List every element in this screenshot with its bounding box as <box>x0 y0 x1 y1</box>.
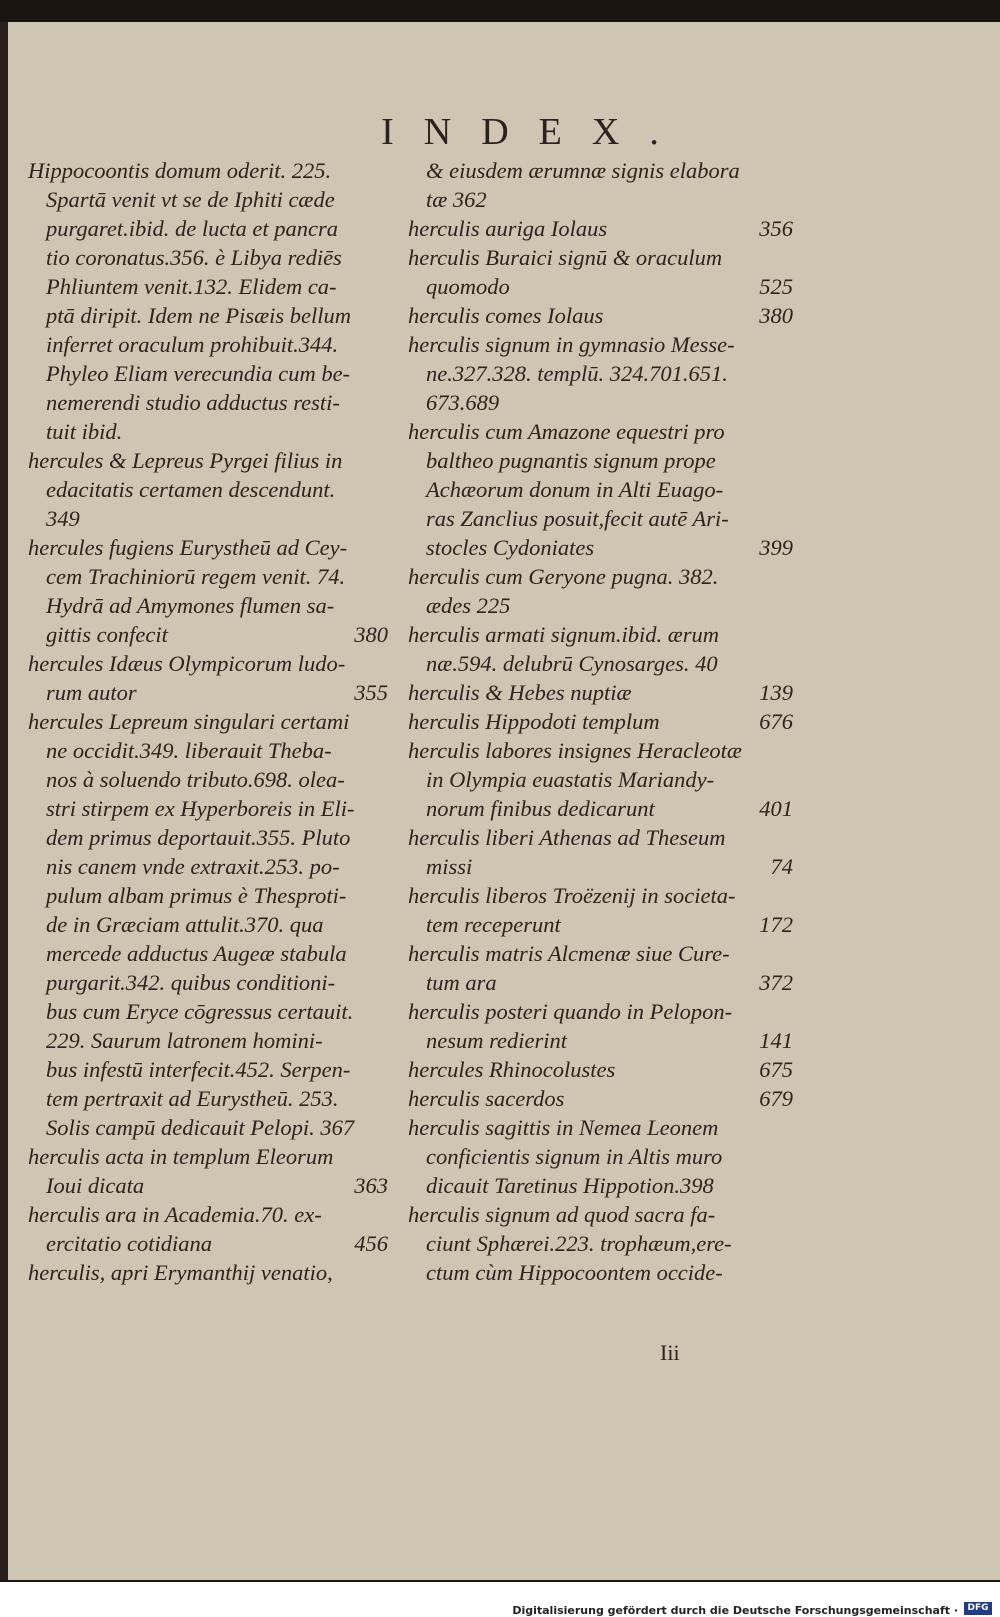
index-entry-page: 525 <box>759 274 793 299</box>
index-entry-text: herculis matris Alcmenæ siue Cure- <box>408 941 730 966</box>
index-entry-page <box>380 272 388 301</box>
index-entry-text: nis canem vnde extraxit.253. po- <box>46 854 340 879</box>
index-entry-line <box>28 881 388 910</box>
index-entry-line <box>28 823 388 852</box>
index-entry-text: herculis signum ad quod sacra fa- <box>408 1202 716 1227</box>
index-entry-line <box>408 997 793 1026</box>
index-entry-text: Hydrā ad Amymones flumen sa- <box>46 593 335 618</box>
index-entry-page <box>785 1113 793 1142</box>
index-entry-page <box>785 1229 793 1258</box>
index-entry-line <box>408 823 793 852</box>
index-entry-page <box>380 243 388 272</box>
index-entry-text: stri stirpem ex Hyperboreis in Eli- <box>46 796 355 821</box>
index-entry-text: norum finibus dedicarunt <box>426 796 655 821</box>
index-entry-line <box>408 1171 793 1200</box>
index-entry-line <box>28 1055 388 1084</box>
index-entry-line <box>408 678 793 707</box>
index-entry-text: cem Trachiniorū regem venit. 74. <box>46 564 346 589</box>
index-entry-text: næ.594. delubrū Cynosarges. 40 <box>426 651 718 676</box>
index-entry-page <box>785 417 793 446</box>
index-entry-line <box>28 330 388 359</box>
index-entry-text: ciunt Sphærei.223. trophæum,ere- <box>426 1231 732 1256</box>
index-entry-line <box>408 852 793 881</box>
index-entry-line <box>28 649 388 678</box>
index-entry-page: 401 <box>759 796 793 821</box>
index-entry-text: purgarit.342. quibus conditioni- <box>46 970 336 995</box>
index-entry-page <box>380 881 388 910</box>
index-entry-text: ne.327.328. templū. 324.701.651. <box>426 361 728 386</box>
index-entry-text: bus infestū interfecit.452. Serpen- <box>46 1057 351 1082</box>
index-entry-page <box>380 214 388 243</box>
index-entry-line <box>408 968 793 997</box>
index-entry-text: herculis armati signum.ibid. ærum <box>408 622 720 647</box>
index-entry-text: & eiusdem ærumnæ signis elabora <box>426 158 740 183</box>
index-entry-text: mercede adductus Augeæ stabula <box>46 941 347 966</box>
index-entry-page <box>380 446 388 475</box>
index-entry-text: Phyleo Eliam verecundia cum be- <box>46 361 351 386</box>
index-entry-text: purgaret.ibid. de lucta et pancra <box>46 216 339 241</box>
index-entry-page <box>785 156 793 185</box>
index-entry-line <box>408 533 793 562</box>
index-entry-page <box>785 620 793 649</box>
index-entry-page <box>380 533 388 562</box>
index-entry-text: tem receperunt <box>426 912 561 937</box>
index-entry-page <box>785 1258 793 1287</box>
index-entry-line <box>408 272 793 301</box>
index-entry-text: Solis campū dedicauit Pelopi. 367 <box>46 1115 355 1140</box>
index-entry-text: rum autor <box>46 680 137 705</box>
index-entry-line <box>28 301 388 330</box>
index-entry-text: tuit ibid. <box>46 419 123 444</box>
index-entry-line <box>408 1055 793 1084</box>
index-entry-page: 141 <box>759 1028 793 1053</box>
index-entry-line <box>408 794 793 823</box>
index-entry-page: 676 <box>759 709 793 734</box>
index-entry-text: herculis & Hebes nuptiæ <box>408 680 632 705</box>
index-entry-text: ne occidit.349. liberauit Theba- <box>46 738 332 763</box>
index-entry-line <box>28 475 388 504</box>
index-entry-line <box>408 707 793 736</box>
index-entry-line <box>28 736 388 765</box>
index-entry-text: herculis sacerdos <box>408 1086 565 1111</box>
index-entry-text: missi <box>426 854 473 879</box>
index-entry-line <box>28 1113 388 1142</box>
index-entry-line <box>408 881 793 910</box>
index-entry-page <box>785 504 793 533</box>
index-entry-page <box>380 794 388 823</box>
index-entry-line <box>28 533 388 562</box>
index-entry-page <box>785 1171 793 1200</box>
index-entry-page <box>785 823 793 852</box>
index-entry-line <box>408 388 793 417</box>
index-entry-page <box>785 736 793 765</box>
index-entry-text: herculis, apri Erymanthij venatio, <box>28 1260 333 1285</box>
index-entry-text: quomodo <box>426 274 510 299</box>
index-entry-line <box>28 1142 388 1171</box>
index-entry-text: nos à soluendo tributo.698. olea- <box>46 767 345 792</box>
index-entry-line <box>28 359 388 388</box>
index-entry-text: ctum cùm Hippocoontem occide- <box>426 1260 723 1285</box>
index-entry-line <box>408 939 793 968</box>
index-entry-page <box>785 185 793 214</box>
index-entry-line <box>408 243 793 272</box>
index-entry-page <box>380 1084 388 1113</box>
index-entry-page <box>380 736 388 765</box>
index-entry-text: herculis Buraici signū & oraculum <box>408 245 723 270</box>
index-entry-text: dicauit Taretinus Hippotion.398 <box>426 1173 714 1198</box>
index-column-left <box>28 156 388 1287</box>
index-entry-text: herculis cum Amazone equestri pro <box>408 419 725 444</box>
page-title: INDEX. <box>381 111 689 153</box>
index-entry-page: 380 <box>354 622 388 647</box>
index-entry-line <box>28 765 388 794</box>
index-entry-text: hercules Lepreum singulari certami <box>28 709 350 734</box>
index-entry-line <box>28 417 388 446</box>
index-entry-text: conficientis signum in Altis muro <box>426 1144 723 1169</box>
index-entry-line <box>28 185 388 214</box>
index-entry-page <box>785 649 793 678</box>
index-entry-page <box>785 591 793 620</box>
index-entry-page <box>785 359 793 388</box>
index-entry-text: edacitatis certamen descendunt. <box>46 477 336 502</box>
index-entry-line <box>408 1200 793 1229</box>
footer-credit: Digitalisierung gefördert durch die Deutsche Forschungsgemeinschaft · <box>512 1604 958 1617</box>
index-entry-page: 172 <box>759 912 793 937</box>
index-entry-line <box>408 301 793 330</box>
index-entry-line <box>408 330 793 359</box>
index-entry-text: gittis confecit <box>46 622 168 647</box>
index-entry-line <box>408 359 793 388</box>
index-entry-line <box>28 156 388 185</box>
index-entry-line <box>408 214 793 243</box>
index-entry-line <box>408 591 793 620</box>
index-entry-line <box>28 591 388 620</box>
index-entry-page <box>380 156 388 185</box>
index-entry-text: nesum redierint <box>426 1028 568 1053</box>
index-entry-page <box>380 910 388 939</box>
index-entry-page <box>380 1026 388 1055</box>
index-entry-text: herculis sagittis in Nemea Leonem <box>408 1115 719 1140</box>
index-entry-text: herculis cum Geryone pugna. 382. <box>408 564 719 589</box>
index-entry-line <box>28 997 388 1026</box>
dfg-logo-icon: DFG <box>964 1602 992 1615</box>
index-entry-line <box>408 562 793 591</box>
index-entry-page <box>785 330 793 359</box>
index-entry-line <box>408 1113 793 1142</box>
index-entry-line <box>408 417 793 446</box>
index-entry-page <box>785 881 793 910</box>
index-entry-line <box>408 1258 793 1287</box>
index-entry-page: 679 <box>759 1086 793 1111</box>
index-entry-line <box>28 1171 388 1200</box>
index-entry-line <box>408 504 793 533</box>
index-entry-page <box>380 1055 388 1084</box>
index-entry-line <box>408 1142 793 1171</box>
index-entry-page <box>380 1258 388 1287</box>
index-entry-text: herculis acta in templum Eleorum <box>28 1144 334 1169</box>
index-entry-line <box>28 1258 388 1287</box>
index-entry-page <box>785 388 793 417</box>
index-entry-page <box>380 301 388 330</box>
index-entry-page: 372 <box>759 970 793 995</box>
index-entry-line <box>408 475 793 504</box>
index-entry-page: 399 <box>759 535 793 560</box>
index-entry-page: 675 <box>759 1057 793 1082</box>
index-entry-page <box>380 968 388 997</box>
index-entry-text: tio coronatus.356. è Libya rediēs <box>46 245 342 270</box>
index-entry-text: herculis liberos Troëzenij in societa- <box>408 883 736 908</box>
index-entry-text: hercules fugiens Eurystheū ad Cey- <box>28 535 348 560</box>
index-entry-page <box>380 185 388 214</box>
index-entry-page: 355 <box>354 680 388 705</box>
index-entry-page <box>785 243 793 272</box>
index-entry-text: Achæorum donum in Alti Euago- <box>426 477 724 502</box>
index-entry-text: de in Græciam attulit.370. qua <box>46 912 324 937</box>
index-entry-text: ras Zanclius posuit,fecit autē Ari- <box>426 506 729 531</box>
index-entry-line <box>408 765 793 794</box>
index-entry-line <box>408 1084 793 1113</box>
index-entry-text: Spartā venit vt se de Iphiti cæde <box>46 187 335 212</box>
index-entry-text: tem pertraxit ad Eurystheū. 253. <box>46 1086 339 1111</box>
index-entry-text: herculis signum in gymnasio Messe- <box>408 332 735 357</box>
index-entry-line <box>408 156 793 185</box>
index-entry-text: herculis labores insignes Heracleotæ <box>408 738 742 763</box>
index-entry-page <box>785 1142 793 1171</box>
index-entry-line <box>28 939 388 968</box>
index-entry-page <box>380 1113 388 1142</box>
index-column-right <box>408 156 793 1287</box>
index-entry-text: 349 <box>46 506 80 531</box>
index-entry-text: stocles Cydoniates <box>426 535 595 560</box>
index-entry-page <box>380 591 388 620</box>
index-entry-page <box>380 504 388 533</box>
index-entry-line <box>28 620 388 649</box>
index-entry-text: hercules & Lepreus Pyrgei filius in <box>28 448 343 473</box>
index-entry-page: 74 <box>770 854 793 879</box>
index-entry-line <box>408 736 793 765</box>
index-entry-line <box>28 1200 388 1229</box>
index-entry-line <box>408 649 793 678</box>
index-entry-line <box>28 1229 388 1258</box>
index-entry-page <box>380 388 388 417</box>
scan-edge <box>0 22 8 1580</box>
index-entry-text: herculis comes Iolaus <box>408 303 604 328</box>
index-entry-page <box>380 417 388 446</box>
index-entry-page <box>380 765 388 794</box>
index-entry-line <box>28 214 388 243</box>
index-entry-line <box>408 910 793 939</box>
index-entry-line <box>28 446 388 475</box>
index-entry-line <box>28 968 388 997</box>
index-entry-text: ptā diripit. Idem ne Pisæis bellum <box>46 303 351 328</box>
index-entry-text: herculis liberi Athenas ad Theseum <box>408 825 726 850</box>
index-entry-line <box>28 272 388 301</box>
index-entry-page <box>380 823 388 852</box>
index-entry-line <box>28 562 388 591</box>
index-entry-line <box>28 1084 388 1113</box>
catchword: Iii <box>660 1340 680 1365</box>
index-entry-page <box>785 765 793 794</box>
index-entry-text: pulum albam primus è Thesproti- <box>46 883 347 908</box>
index-entry-text: inferret oraculum prohibuit.344. <box>46 332 339 357</box>
index-entry-page <box>380 330 388 359</box>
index-entry-text: ercitatio cotidiana <box>46 1231 213 1256</box>
index-entry-text: baltheo pugnantis signum prope <box>426 448 716 473</box>
index-entry-page <box>785 997 793 1026</box>
index-entry-text: Phliuntem venit.132. Elidem ca- <box>46 274 337 299</box>
index-entry-page <box>380 939 388 968</box>
index-entry-text: herculis posteri quando in Pelopon- <box>408 999 733 1024</box>
index-entry-page <box>380 1142 388 1171</box>
index-entry-line <box>28 852 388 881</box>
index-entry-text: 673.689 <box>426 390 500 415</box>
index-entry-page <box>380 852 388 881</box>
index-entry-page <box>785 446 793 475</box>
index-entry-page: 456 <box>354 1231 388 1256</box>
index-entry-page <box>785 475 793 504</box>
index-entry-page: 139 <box>759 680 793 705</box>
index-entry-line <box>28 1026 388 1055</box>
index-entry-text: in Olympia euastatis Mariandy- <box>426 767 715 792</box>
index-entry-line <box>28 910 388 939</box>
index-entry-text: bus cum Eryce cōgressus certauit. <box>46 999 354 1024</box>
index-entry-line <box>28 678 388 707</box>
index-entry-text: dem primus deportauit.355. Pluto <box>46 825 351 850</box>
index-entry-text: Ioui dicata <box>46 1173 145 1198</box>
index-entry-text: tæ 362 <box>426 187 487 212</box>
index-entry-text: hercules Rhinocolustes <box>408 1057 616 1082</box>
index-entry-text: herculis ara in Academia.70. ex- <box>28 1202 322 1227</box>
index-entry-text: 229. Saurum latronem homini- <box>46 1028 323 1053</box>
index-entry-page <box>380 359 388 388</box>
index-entry-line <box>408 1229 793 1258</box>
index-entry-page <box>380 649 388 678</box>
index-entry-text: ædes 225 <box>426 593 511 618</box>
index-entry-line <box>28 388 388 417</box>
index-entry-page: 363 <box>354 1173 388 1198</box>
index-entry-line <box>28 243 388 272</box>
index-entry-page: 356 <box>759 216 793 241</box>
index-entry-line <box>408 620 793 649</box>
index-entry-text: herculis auriga Iolaus <box>408 216 608 241</box>
index-entry-page <box>380 707 388 736</box>
index-entry-line <box>408 1026 793 1055</box>
index-entry-page <box>380 1200 388 1229</box>
index-entry-line <box>408 446 793 475</box>
index-entry-page <box>380 997 388 1026</box>
index-entry-page <box>785 562 793 591</box>
index-entry-page <box>785 939 793 968</box>
index-entry-line <box>408 185 793 214</box>
index-entry-page <box>785 1200 793 1229</box>
index-entry-text: nemerendi studio adductus resti- <box>46 390 340 415</box>
index-entry-text: herculis Hippodoti templum <box>408 709 660 734</box>
index-entry-line <box>28 707 388 736</box>
index-entry-line <box>28 794 388 823</box>
index-entry-text: tum ara <box>426 970 497 995</box>
index-entry-page <box>380 562 388 591</box>
index-entry-page <box>380 475 388 504</box>
index-entry-text: hercules Idæus Olympicorum ludo- <box>28 651 346 676</box>
index-entry-text: Hippocoontis domum oderit. 225. <box>28 158 332 183</box>
index-entry-line <box>28 504 388 533</box>
index-entry-page: 380 <box>759 303 793 328</box>
